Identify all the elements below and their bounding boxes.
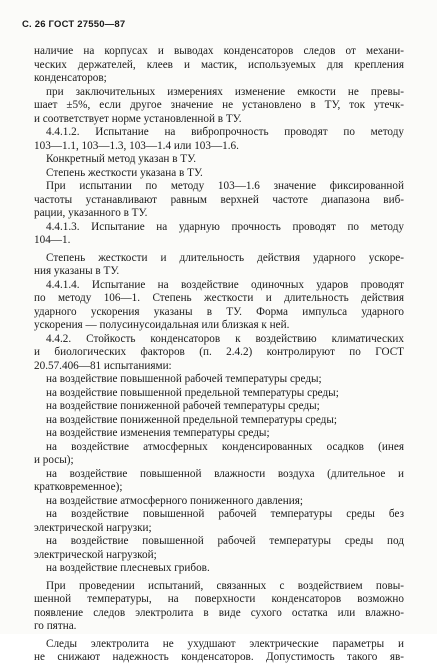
text-line: шает ±5%, если другое значение не установлено в ТУ, ток утечк- xyxy=(34,99,404,111)
text-line: электрической нагрузкой; xyxy=(34,548,157,561)
text-line: наличие на корпусах и выводах конденсаторов следов от механи- xyxy=(34,45,404,57)
text-line: и росы); xyxy=(34,454,74,466)
text-line: на воздействие повышенной рабочей температуры среды под xyxy=(46,535,404,547)
text-line: и соответствует норме установленной в ТУ. xyxy=(34,112,242,125)
text-line: на воздействие пониженной предельной температуры среды; xyxy=(46,413,337,426)
text-line: на воздействие атмосферных конденсированных осадков (инея xyxy=(46,440,404,453)
text-line: на воздействие изменения температуры среды; xyxy=(46,427,270,439)
text-line: 4.4.2. Стойкость конденсаторов к воздействию климатических xyxy=(46,332,404,345)
text-line: конденсаторов; xyxy=(34,72,107,84)
text-line: и биологических факторов (п. 2.4.2) контролируют по ГОСТ xyxy=(34,346,404,358)
document-body xyxy=(34,45,404,665)
text-line: на воздействие повышенной рабочей температуры среды без xyxy=(46,508,404,520)
text-line: 103—1.1, 103—1.3, 103—1.4 или 103—1.6. xyxy=(34,139,239,152)
text-line: при заключительных измерениях изменение емкости не превы- xyxy=(46,85,404,98)
text-line: 4.4.1.4. Испытание на воздействие одиночных ударов проводят xyxy=(46,278,404,291)
text-line: на воздействие повышенной рабочей температуры среды; xyxy=(46,373,322,385)
text-line: на воздействие плесневых грибов. xyxy=(46,562,210,574)
text-line: Следы электролита не ухудшают электрические параметры и xyxy=(46,637,404,650)
text-line: 4.4.1.2. Испытание на вибропрочность проводят по методу xyxy=(46,126,404,138)
text-line: не снижают надежность конденсаторов. Допустимость такого яв- xyxy=(34,651,404,663)
text-line: на воздействие повышенной предельной температуры среды; xyxy=(46,386,339,399)
text-line: При испытании по методу 103—1.6 значение фиксированной xyxy=(46,180,404,192)
text-line: на воздействие атмосферного пониженного давления; xyxy=(46,494,303,507)
text-line: на воздействие пониженной рабочей температуры среды; xyxy=(46,400,320,412)
text-line: ударного ускорения указаны в ТУ. Форма импульса ударного xyxy=(34,305,404,318)
text-line: шенной температуры, на поверхности конденсаторов возможно xyxy=(34,593,404,605)
text-line: ческих держателей, клеев и мастик, используемых для крепления xyxy=(34,58,404,71)
text-line: ускорения — полусинусоидальная или близкая к ней. xyxy=(34,319,290,331)
text-line: При проведении испытаний, связанных с воздействием повы- xyxy=(46,579,404,592)
page-header: С. 26 ГОСТ 27550—87 xyxy=(22,19,126,30)
text-line: на воздействие повышенной влажности воздуха (длительное и xyxy=(46,467,404,480)
text-line: ния указаны в ТУ. xyxy=(34,265,120,277)
text-line: Степень жесткости указана в ТУ. xyxy=(46,166,203,179)
text-line: появление следов электролита в виде сухого остатка или влажно- xyxy=(34,606,404,619)
text-line: Степень жесткости и длительность действия ударного ускоре- xyxy=(46,251,404,264)
text-line: 104—1. xyxy=(34,234,71,246)
text-line: электрической нагрузки; xyxy=(34,521,152,534)
text-line: кратковременное); xyxy=(34,481,123,493)
text-line: 20.57.406—81 испытаниями: xyxy=(34,359,172,372)
text-line: 4.4.1.3. Испытание на ударную прочность проводят по методу xyxy=(46,220,404,233)
text-line: го пятна. xyxy=(34,620,77,632)
text-line: рации, указанного в ТУ. xyxy=(34,207,148,219)
text-line: по методу 106—1. Степень жесткости и длительность действия xyxy=(34,292,404,304)
text-line: Конкретный метод указан в ТУ. xyxy=(46,153,197,165)
text-line: частоты устанавливают равным верхней частоте диапазона виб- xyxy=(34,193,404,206)
